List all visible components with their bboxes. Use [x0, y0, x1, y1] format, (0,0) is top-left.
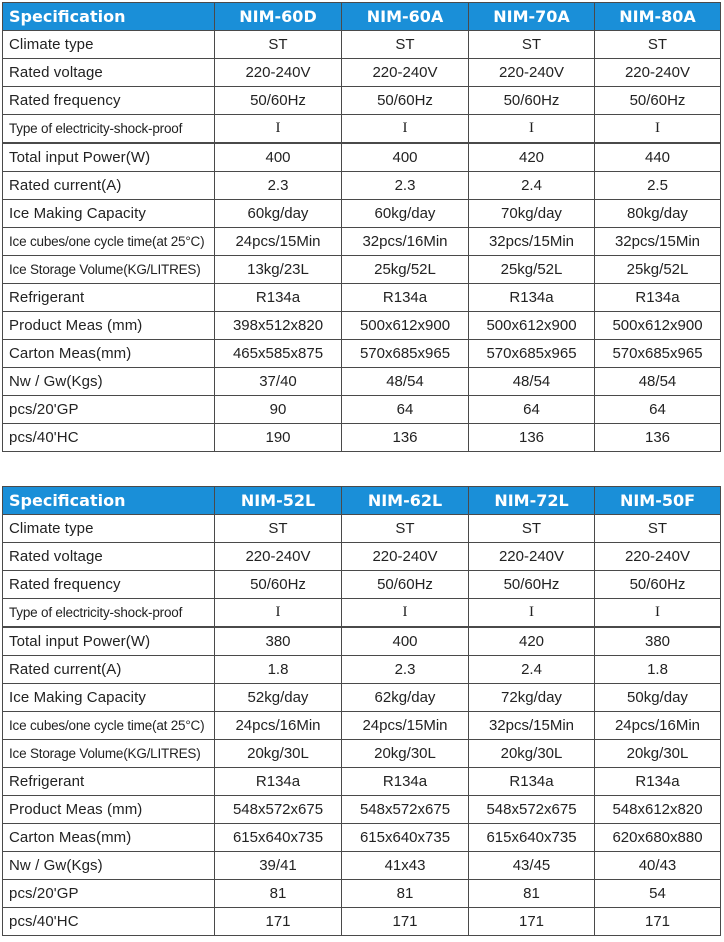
row-label: Ice Making Capacity: [3, 200, 215, 228]
cell-value: 220-240V: [215, 59, 342, 87]
cell-value: 25kg/52L: [342, 256, 469, 284]
cell-value: 32pcs/15Min: [469, 228, 595, 256]
cell-value: 440: [595, 143, 721, 172]
cell-value: I: [595, 115, 721, 144]
cell-value: 171: [342, 908, 469, 936]
spec-table-2: [2, 486, 721, 936]
row-label: Rated voltage: [3, 59, 215, 87]
cell-value: 570x685x965: [469, 340, 595, 368]
cell-value: 48/54: [342, 368, 469, 396]
table-row: [3, 656, 721, 684]
table-row: [3, 712, 721, 740]
cell-value: ST: [215, 515, 342, 543]
cell-value: ST: [469, 31, 595, 59]
cell-value: 60kg/day: [342, 200, 469, 228]
table-row: [3, 768, 721, 796]
cell-value: 548x572x675: [469, 796, 595, 824]
cell-value: 500x612x900: [595, 312, 721, 340]
header-model: NIM-72L: [469, 487, 595, 515]
cell-value: ST: [215, 31, 342, 59]
cell-value: 2.3: [215, 172, 342, 200]
cell-value: 32pcs/16Min: [342, 228, 469, 256]
header-model: NIM-62L: [342, 487, 469, 515]
row-label: Total input Power(W): [3, 627, 215, 656]
cell-value: 50/60Hz: [469, 571, 595, 599]
cell-value: 2.4: [469, 172, 595, 200]
header-model: NIM-70A: [469, 3, 595, 31]
cell-value: 615x640x735: [342, 824, 469, 852]
row-label: Carton Meas(mm): [3, 824, 215, 852]
header-spec: Specification: [3, 487, 215, 515]
cell-value: 500x612x900: [342, 312, 469, 340]
row-label: Ice Making Capacity: [3, 684, 215, 712]
cell-value: I: [595, 599, 721, 628]
table-row: [3, 115, 721, 144]
table-row: [3, 87, 721, 115]
cell-value: I: [469, 115, 595, 144]
cell-value: 25kg/52L: [595, 256, 721, 284]
table-row: [3, 740, 721, 768]
header-model: NIM-52L: [215, 487, 342, 515]
cell-value: 171: [469, 908, 595, 936]
cell-value: I: [215, 115, 342, 144]
cell-value: 1.8: [595, 656, 721, 684]
cell-value: 20kg/30L: [469, 740, 595, 768]
table-row: [3, 200, 721, 228]
row-label: Carton Meas(mm): [3, 340, 215, 368]
cell-value: 171: [215, 908, 342, 936]
table-row: [3, 340, 721, 368]
cell-value: 136: [595, 424, 721, 452]
cell-value: R134a: [595, 284, 721, 312]
cell-value: 48/54: [595, 368, 721, 396]
cell-value: 380: [595, 627, 721, 656]
row-label: Refrigerant: [3, 284, 215, 312]
cell-value: 41x43: [342, 852, 469, 880]
table-row: [3, 312, 721, 340]
cell-value: 548x572x675: [215, 796, 342, 824]
cell-value: 64: [342, 396, 469, 424]
cell-value: 24pcs/16Min: [215, 712, 342, 740]
cell-value: 81: [215, 880, 342, 908]
cell-value: ST: [342, 515, 469, 543]
table-row: [3, 796, 721, 824]
cell-value: 50kg/day: [595, 684, 721, 712]
cell-value: I: [342, 115, 469, 144]
cell-value: 32pcs/15Min: [595, 228, 721, 256]
cell-value: 171: [595, 908, 721, 936]
cell-value: 620x680x880: [595, 824, 721, 852]
header-model: NIM-60A: [342, 3, 469, 31]
cell-value: 400: [342, 627, 469, 656]
table-row: [3, 880, 721, 908]
cell-value: 420: [469, 627, 595, 656]
cell-value: 20kg/30L: [215, 740, 342, 768]
cell-value: 50/60Hz: [342, 87, 469, 115]
cell-value: 136: [469, 424, 595, 452]
cell-value: 420: [469, 143, 595, 172]
table-row: [3, 256, 721, 284]
cell-value: 50/60Hz: [342, 571, 469, 599]
header-spec: Specification: [3, 3, 215, 31]
header-row: [3, 487, 721, 515]
cell-value: 24pcs/16Min: [595, 712, 721, 740]
cell-value: 2.5: [595, 172, 721, 200]
header-model: NIM-80A: [595, 3, 721, 31]
table-row: [3, 284, 721, 312]
row-label: pcs/40'HC: [3, 424, 215, 452]
cell-value: 570x685x965: [595, 340, 721, 368]
row-label: Rated frequency: [3, 87, 215, 115]
row-label: Climate type: [3, 31, 215, 59]
cell-value: 64: [469, 396, 595, 424]
cell-value: R134a: [342, 284, 469, 312]
cell-value: R134a: [215, 768, 342, 796]
cell-value: 39/41: [215, 852, 342, 880]
cell-value: 400: [215, 143, 342, 172]
cell-value: 62kg/day: [342, 684, 469, 712]
cell-value: 24pcs/15Min: [215, 228, 342, 256]
cell-value: 220-240V: [342, 543, 469, 571]
table-row: [3, 543, 721, 571]
cell-value: 64: [595, 396, 721, 424]
cell-value: 400: [342, 143, 469, 172]
row-label: Rated current(A): [3, 656, 215, 684]
cell-value: 1.8: [215, 656, 342, 684]
header-model: NIM-50F: [595, 487, 721, 515]
cell-value: 24pcs/15Min: [342, 712, 469, 740]
cell-value: 380: [215, 627, 342, 656]
row-label: Rated voltage: [3, 543, 215, 571]
cell-value: R134a: [215, 284, 342, 312]
row-label: Ice Storage Volume(KG/LITRES): [3, 256, 215, 284]
cell-value: R134a: [469, 768, 595, 796]
cell-value: 220-240V: [595, 543, 721, 571]
row-label: pcs/20'GP: [3, 880, 215, 908]
cell-value: 43/45: [469, 852, 595, 880]
cell-value: R134a: [595, 768, 721, 796]
cell-value: 70kg/day: [469, 200, 595, 228]
cell-value: 60kg/day: [215, 200, 342, 228]
cell-value: 13kg/23L: [215, 256, 342, 284]
table-row: [3, 627, 721, 656]
cell-value: 48/54: [469, 368, 595, 396]
cell-value: ST: [469, 515, 595, 543]
cell-value: 81: [469, 880, 595, 908]
cell-value: ST: [595, 515, 721, 543]
cell-value: 2.3: [342, 656, 469, 684]
cell-value: 2.4: [469, 656, 595, 684]
cell-value: I: [215, 599, 342, 628]
cell-value: 570x685x965: [342, 340, 469, 368]
cell-value: 615x640x735: [215, 824, 342, 852]
cell-value: I: [342, 599, 469, 628]
row-label: Climate type: [3, 515, 215, 543]
table-row: [3, 852, 721, 880]
table-row: [3, 684, 721, 712]
table-row: [3, 31, 721, 59]
table-row: [3, 424, 721, 452]
row-label: Ice cubes/one cycle time(at 25°C): [3, 228, 215, 256]
header-row: [3, 3, 721, 31]
table-row: [3, 571, 721, 599]
row-label: pcs/40'HC: [3, 908, 215, 936]
cell-value: 25kg/52L: [469, 256, 595, 284]
cell-value: ST: [342, 31, 469, 59]
cell-value: 81: [342, 880, 469, 908]
row-label: Nw / Gw(Kgs): [3, 368, 215, 396]
cell-value: 220-240V: [595, 59, 721, 87]
row-label: Rated current(A): [3, 172, 215, 200]
cell-value: 220-240V: [215, 543, 342, 571]
row-label: Ice Storage Volume(KG/LITRES): [3, 740, 215, 768]
table-row: [3, 228, 721, 256]
cell-value: 615x640x735: [469, 824, 595, 852]
table-row: [3, 824, 721, 852]
cell-value: I: [469, 599, 595, 628]
cell-value: 32pcs/15Min: [469, 712, 595, 740]
spec-table-1: [2, 2, 721, 452]
row-label: Type of electricity-shock-proof: [3, 115, 215, 144]
table-row: [3, 59, 721, 87]
cell-value: ST: [595, 31, 721, 59]
cell-value: 2.3: [342, 172, 469, 200]
cell-value: 136: [342, 424, 469, 452]
table-row: [3, 172, 721, 200]
cell-value: 548x612x820: [595, 796, 721, 824]
row-label: Nw / Gw(Kgs): [3, 852, 215, 880]
cell-value: 72kg/day: [469, 684, 595, 712]
row-label: Type of electricity-shock-proof: [3, 599, 215, 628]
table-row: [3, 908, 721, 936]
cell-value: 50/60Hz: [469, 87, 595, 115]
cell-value: 50/60Hz: [595, 571, 721, 599]
cell-value: R134a: [469, 284, 595, 312]
cell-value: 220-240V: [469, 543, 595, 571]
cell-value: 37/40: [215, 368, 342, 396]
cell-value: 80kg/day: [595, 200, 721, 228]
cell-value: 20kg/30L: [595, 740, 721, 768]
cell-value: 465x585x875: [215, 340, 342, 368]
cell-value: 500x612x900: [469, 312, 595, 340]
cell-value: 40/43: [595, 852, 721, 880]
row-label: Rated frequency: [3, 571, 215, 599]
cell-value: 398x512x820: [215, 312, 342, 340]
row-label: Total input Power(W): [3, 143, 215, 172]
cell-value: 20kg/30L: [342, 740, 469, 768]
cell-value: 52kg/day: [215, 684, 342, 712]
cell-value: 50/60Hz: [215, 571, 342, 599]
cell-value: 220-240V: [469, 59, 595, 87]
cell-value: 548x572x675: [342, 796, 469, 824]
cell-value: 50/60Hz: [595, 87, 721, 115]
table-row: [3, 143, 721, 172]
cell-value: R134a: [342, 768, 469, 796]
header-model: NIM-60D: [215, 3, 342, 31]
row-label: Product Meas (mm): [3, 796, 215, 824]
cell-value: 220-240V: [342, 59, 469, 87]
table-row: [3, 396, 721, 424]
cell-value: 50/60Hz: [215, 87, 342, 115]
cell-value: 190: [215, 424, 342, 452]
row-label: pcs/20'GP: [3, 396, 215, 424]
cell-value: 90: [215, 396, 342, 424]
row-label: Refrigerant: [3, 768, 215, 796]
table-row: [3, 599, 721, 628]
row-label: Product Meas (mm): [3, 312, 215, 340]
table-row: [3, 368, 721, 396]
table-row: [3, 515, 721, 543]
row-label: Ice cubes/one cycle time(at 25°C): [3, 712, 215, 740]
cell-value: 54: [595, 880, 721, 908]
